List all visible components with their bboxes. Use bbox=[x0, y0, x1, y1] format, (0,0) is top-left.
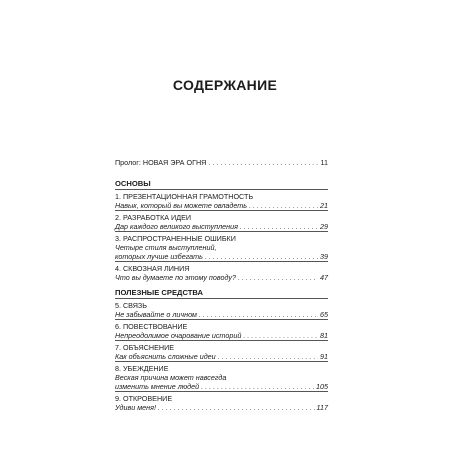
prologue-entry bbox=[115, 158, 328, 167]
prologue-title: Пролог: НОВАЯ ЭРА ОГНЯ bbox=[115, 158, 207, 167]
entry-subtitle: которых лучше избегать bbox=[115, 252, 203, 261]
entry-subtitle-line bbox=[115, 273, 328, 282]
page-title: СОДЕРЖАНИЕ bbox=[172, 77, 278, 93]
entry-subtitle: Как объяснить сложные идеи bbox=[115, 352, 216, 361]
entry-subtitle-line bbox=[115, 310, 328, 319]
entry-subtitle: Что вы думаете по этому поводу? bbox=[115, 273, 236, 282]
page-number: 11 bbox=[320, 158, 328, 167]
entry-title: 2. РАЗРАБОТКА ИДЕИ bbox=[115, 213, 192, 222]
leader-dots bbox=[205, 252, 318, 261]
toc-entry bbox=[115, 192, 328, 211]
leader-dots bbox=[208, 158, 318, 167]
entry-subtitle-line bbox=[115, 403, 328, 412]
page-number: 117 bbox=[316, 403, 328, 412]
entry-subtitle: Непреодолимое очарование историй bbox=[115, 331, 242, 340]
section-title: ПОЛЕЗНЫЕ СРЕДСТВА bbox=[115, 288, 203, 297]
toc-entry bbox=[115, 364, 328, 392]
entry-subtitle: Навык, который вы можете овладеть bbox=[115, 201, 248, 210]
section-title: ОСНОВЫ bbox=[115, 179, 151, 188]
page-number: 39 bbox=[320, 252, 328, 261]
entry-subtitle: изменить мнение людей bbox=[115, 382, 200, 391]
entry-title: 3. РАСПРОСТРАНЕННЫЕ ОШИБКИ bbox=[115, 234, 236, 243]
entry-subtitle-line bbox=[115, 252, 328, 261]
page-number: 47 bbox=[320, 273, 328, 282]
toc-entry bbox=[115, 322, 328, 341]
leader-dots bbox=[158, 403, 315, 412]
entry-title: 1. ПРЕЗЕНТАЦИОННАЯ ГРАМОТНОСТЬ bbox=[115, 192, 254, 201]
leader-dots bbox=[243, 331, 318, 340]
entry-title: 5. СВЯЗЬ bbox=[115, 301, 147, 310]
entry-subtitle: Не забывайте о личном bbox=[115, 310, 197, 319]
leader-dots bbox=[218, 352, 318, 361]
toc-entry bbox=[115, 343, 328, 362]
entry-title: 6. ПОВЕСТВОВАНИЕ bbox=[115, 322, 188, 331]
entry-title: 9. ОТКРОВЕНИЕ bbox=[115, 394, 173, 403]
entry-subtitle: Четыре стиля выступлений, bbox=[115, 243, 217, 252]
page-number: 21 bbox=[320, 201, 328, 210]
toc-entry bbox=[115, 264, 328, 282]
toc-entry bbox=[115, 234, 328, 262]
page-number: 81 bbox=[320, 331, 328, 340]
leader-dots bbox=[240, 222, 318, 231]
leader-dots bbox=[238, 273, 318, 282]
entry-subtitle-line bbox=[115, 352, 328, 361]
leader-dots bbox=[199, 310, 318, 319]
entry-subtitle-line bbox=[115, 331, 328, 340]
entry-subtitle: Веская причина может навсегда bbox=[115, 373, 227, 382]
page-number: 91 bbox=[320, 352, 328, 361]
leader-dots bbox=[201, 382, 314, 391]
entry-subtitle: Дар каждого великого выступления bbox=[115, 222, 238, 231]
page-number: 65 bbox=[320, 310, 328, 319]
toc-entry bbox=[115, 301, 328, 320]
entry-title: 4. СКВОЗНАЯ ЛИНИЯ bbox=[115, 264, 190, 273]
entry-subtitle-line bbox=[115, 382, 328, 391]
entry-title: 8. УБЕЖДЕНИЕ bbox=[115, 364, 169, 373]
leader-dots bbox=[249, 201, 318, 210]
toc-entry bbox=[115, 213, 328, 232]
page-number: 105 bbox=[316, 382, 328, 391]
toc-entry bbox=[115, 394, 328, 412]
page-number: 29 bbox=[320, 222, 328, 231]
entry-subtitle-line bbox=[115, 222, 328, 231]
entry-title: 7. ОБЪЯСНЕНИЕ bbox=[115, 343, 175, 352]
entry-subtitle: Удиви меня! bbox=[115, 403, 156, 412]
entry-subtitle-line bbox=[115, 201, 328, 210]
table-of-contents bbox=[115, 158, 328, 412]
